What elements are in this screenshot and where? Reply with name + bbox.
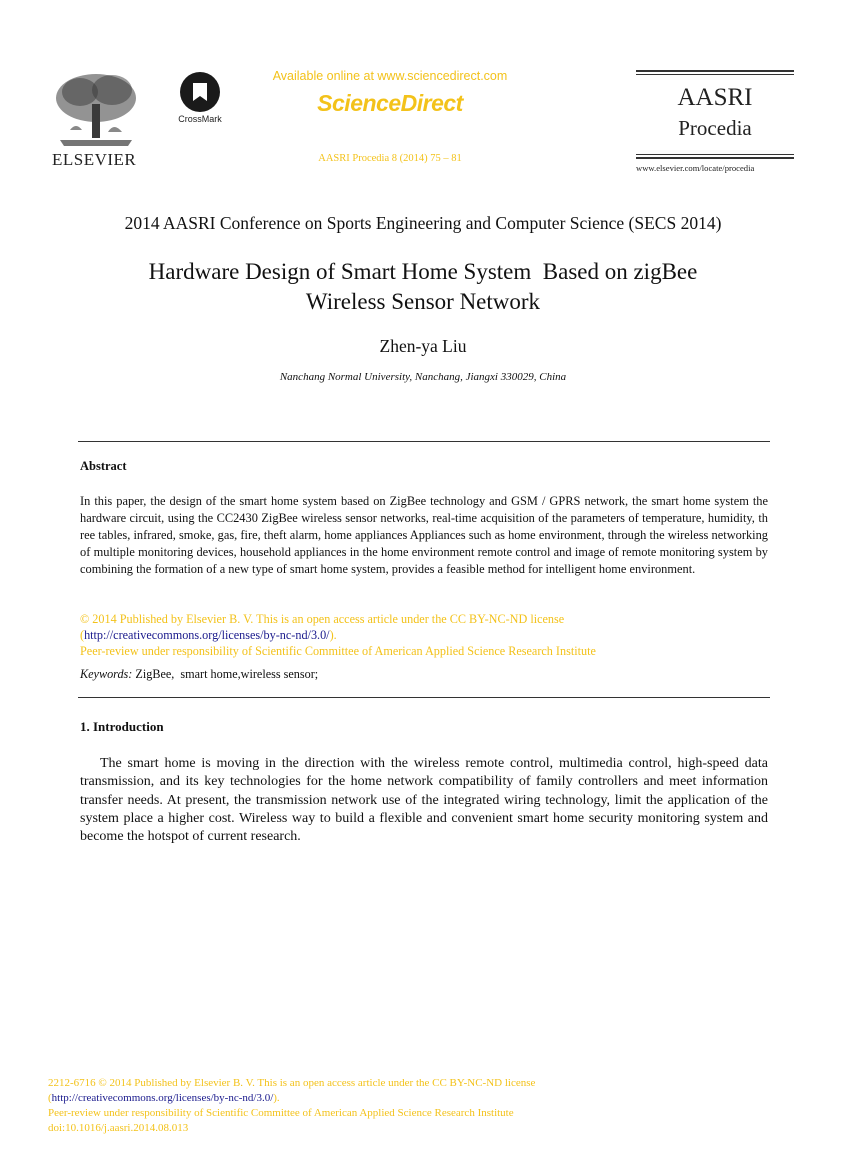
footer-paren-close: ). [273, 1092, 280, 1104]
license-link[interactable]: http://creativecommons.org/licenses/by-nc-nd/3.0/ [84, 628, 330, 642]
sciencedirect-logo: ScienceDirect [317, 90, 463, 116]
aasri-procedia-logo [636, 70, 794, 160]
available-online-text: Available online at www.sciencedirect.com [272, 69, 508, 83]
abstract-heading: Abstract [80, 459, 127, 473]
paper-title-line-1: Hardware Design of Smart Home System Based on zigBee [148, 259, 698, 284]
paper-title-line-2: Wireless Sensor Network [305, 289, 541, 314]
peer-review-statement: Peer-review under responsibility of Scientific Committee of American Applied Science Research Institute [80, 644, 596, 658]
paren-open: ( [80, 628, 85, 642]
keywords-line [80, 667, 770, 682]
author-name: Zhen-ya Liu [379, 336, 467, 356]
journal-reference: AASRI Procedia 8 (2014) 75 – 81 [318, 153, 462, 164]
introduction-heading: 1. Introduction [80, 719, 164, 734]
conference-name: 2014 AASRI Conference on Sports Engineering and Computer Science (SECS 2014) [124, 213, 722, 233]
crossmark-icon [180, 72, 220, 112]
license-statement: © 2014 Published by Elsevier B. V. This is an open access article under the CC BY-NC-ND license [80, 612, 565, 626]
crossmark-badge[interactable] [172, 72, 228, 124]
introduction-body: The smart home is moving in the direction with the wireless remote control, multimedia control, high-speed data transmission, and its key technologies for the home network compatibility of family controllers and meet information transfer needs. At present, the transmission network use of the integrated wiring technology, limit the application of the system place a higher cost. Wireless way to build a flexible and convenient smart home security monitoring system and become the hotspot of current research. [80, 756, 768, 845]
procedia-title: Procedia [678, 116, 752, 140]
license-block [80, 611, 770, 659]
author-affiliation: Nanchang Normal University, Nanchang, Jiangxi 330029, China [279, 371, 567, 383]
journal-url: www.elsevier.com/locate/procedia [636, 163, 755, 173]
footer-link-line [48, 1091, 748, 1106]
paren-close: ). [329, 628, 337, 642]
footer-doi[interactable]: doi:10.1016/j.aasri.2014.08.013 [48, 1122, 189, 1134]
crossmark-label: CrossMark [178, 114, 222, 124]
license-link-line [80, 627, 770, 643]
keywords-value: ZigBee, smart home,wireless sensor; [132, 667, 319, 681]
footer-license-link[interactable]: http://creativecommons.org/licenses/by-nc-nd/3.0/ [51, 1092, 274, 1104]
top-divider [78, 441, 770, 442]
aasri-title: AASRI [677, 84, 753, 111]
paper-title [60, 257, 786, 317]
publisher-name: ELSEVIER [52, 150, 137, 169]
footer-block [48, 1076, 748, 1136]
keywords-label: Keywords: [80, 667, 133, 681]
footer-license: 2212-6716 © 2014 Published by Elsevier B. V. This is an open access article under the CC BY-NC-ND license [48, 1077, 536, 1089]
abstract-body: In this paper, the design of the smart home system based on ZigBee technology and GSM / GPRS network, the smart home system the hardware circuit, using the CC2430 ZigBee wireless sensor networks, real-time acquisition of the parameters of temperature, humidity, th ree tables, infrared, smoke, gas, fire, theft alarm, home appliances Appliances such as home environment, through the wireless networking of multiple monitoring devices, household appliances in the home environment remote control and image of remote monitoring system by combining the formation of a new type of smart home system, provides a feasible method for intelligent home environment. [80, 494, 768, 576]
footer-peer-review: Peer-review under responsibility of Scientific Committee of American Applied Science Research Institute [48, 1107, 514, 1119]
bottom-divider [78, 697, 770, 698]
footer-paren-open: ( [48, 1092, 52, 1104]
